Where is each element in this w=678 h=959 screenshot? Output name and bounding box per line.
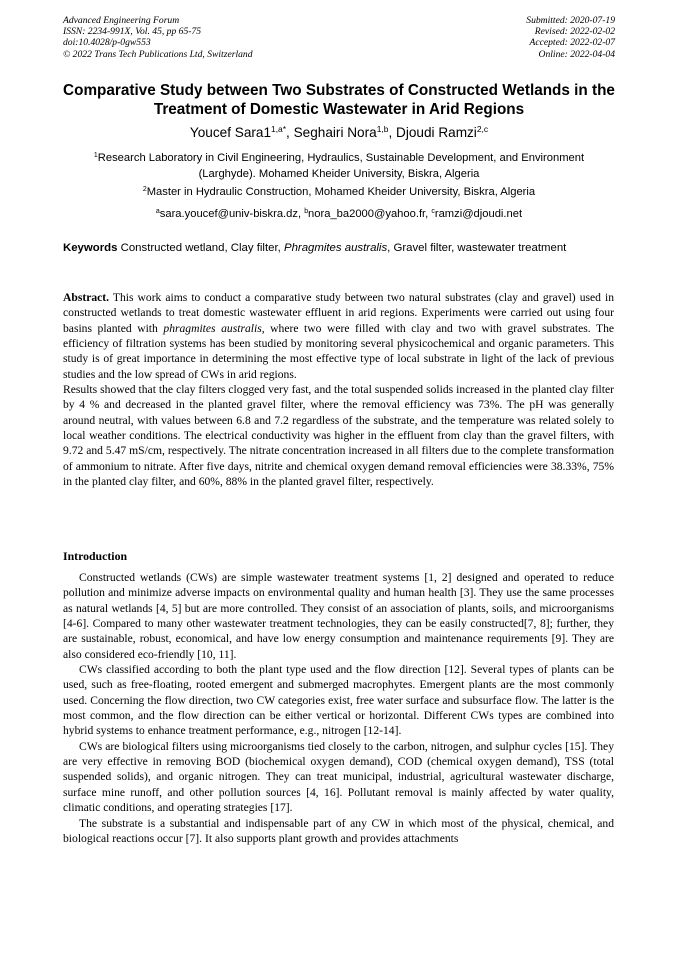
email-mark: a: [155, 208, 160, 216]
accepted-date: Accepted: 2022-02-07: [529, 37, 615, 49]
online-date: Online: 2022-04-04: [538, 48, 615, 60]
section-heading: Introduction: [63, 549, 128, 563]
email-link[interactable]: nora_ba2000@yahoo.fr,: [308, 208, 432, 220]
affiliation-number: 1: [93, 152, 98, 160]
body-paragraph: CWs are biological filters using microorganisms tied closely to the carbon, nitrogen, and sulphur cycles [15]. They are very effective in removing BOD (biochemical oxygen demand), COD (chemical oxygen demand), TSS (total suspended solids), and organic nitrogen. They can treat municipal, industrial, agricultural wastewater discharge, surface mine runoff, and other pollution sources [4, 16]. Pollutant removal is mainly affected by water quality, climatic conditions, and operating strategies [17].: [63, 739, 614, 815]
body-paragraph: Constructed wetlands (CWs) are simple wastewater treatment systems [1, 2] designed and operated to reduce pollution and minimize adverse impacts on environmental quality and human health [3]. They use the same processes as natural wetlands [4, 5] but are more controlled. They consist of an association of plants, soils, and microorganisms [4-6]. Compared to many other wastewater treatment technologies, they can be easily constructed[7, 8]; further, they are sustainable, robust, economical, and have low energy consumption and maintenance requirements [9]. They are also considered eco-friendly [10, 11].: [63, 571, 614, 661]
submitted-date: Submitted: 2020-07-19: [526, 15, 615, 26]
author-separator: ,: [286, 125, 294, 140]
abstract: [63, 290, 614, 489]
affiliation-number: 2: [142, 186, 147, 194]
copyright: © 2022 Trans Tech Publications Ltd, Switzerland: [63, 48, 253, 60]
author-name: Youcef Sara1: [189, 125, 272, 140]
author-list: [52, 124, 626, 143]
journal-name: Advanced Engineering Forum: [63, 15, 180, 26]
author-separator: ,: [388, 125, 396, 140]
keywords: [63, 241, 614, 256]
abstract-text: , where two were filled with clay and two with gravel substrates. The efficiency of filtration systems has been studied by monitoring several physicochemical and organic parameters. This study is of great importance in determining the most effective type of local substrate in light of the lack of previous studies and the low spread of CWs in arid regions.: [63, 321, 615, 381]
email-mark: c: [431, 208, 435, 216]
author-name: Seghairi Nora: [293, 125, 377, 140]
abstract-italic: phragmites australis: [163, 321, 262, 335]
author-emails: [80, 207, 598, 223]
affiliation-text: Research Laboratory in Civil Engineering, Hydraulics, Sustainable Development, and Environment (Larghyde). Mohamed Kheider University, Biskra, Algeria: [97, 152, 585, 180]
abstract-paragraph: Results showed that the clay filters clogged very fast, and the total suspended solids increased in the planted clay filter by 4 % and decreased in the planted gravel filter, where the removal efficiency was 73%. The pH was generally around neutral, with values between 6.8 and 7.2 regardless of the substrate, and the temperature was related solely to local weather conditions. The electrical conductivity was higher in the effluent from clay than the gravel filters, with 9.72 and 5.47 mS/cm, respectively. The nitrate concentration increased in all filters due to the complete transformation of ammonium to nitrate. After five days, nitrite and chemical oxygen demand removal efficiencies were 38.33%, 75% in the planted clay filter, and 60%, 88% in the planted gravel filter, respectively.: [63, 383, 614, 489]
author-affiliation-mark: 2,c: [476, 124, 489, 135]
body-paragraph: CWs classified according to both the plant type used and the flow direction [12]. Several types of plants can be used, such as free-floating, rooted emergent and submerged macrophytes. Emergent plants are the most commonly used. Concerning the flow direction, two CW categories exist, free water surface and subsurface flow. The latter is the most common, and the flow direction can be either vertical or horizontal. Different CWs types are combined into hybrid systems to enhance treatment performance, e.g., nitrogen [12-14].: [63, 663, 614, 738]
keywords-text: Constructed wetland, Clay filter,: [117, 242, 284, 254]
author-affiliation-mark: 1,a*: [271, 124, 287, 135]
issn-volume: ISSN: 2234-991X, Vol. 45, pp 65-75: [63, 26, 202, 38]
email-link[interactable]: ramzi@djoudi.net: [434, 208, 523, 220]
publication-dates: [526, 15, 615, 60]
doi: doi:10.4028/p-0gw553: [63, 37, 151, 49]
affiliation-1: [80, 151, 598, 181]
keywords-text: , Gravel filter, wastewater treatment: [387, 242, 567, 254]
author-name: Djoudi Ramzi: [396, 125, 477, 140]
affiliation-2: [80, 185, 598, 201]
journal-info: [63, 15, 253, 60]
body-paragraph: The substrate is a substantial and indispensable part of any CW in which most of the physical, chemical, and biological reactions occur [7]. It also supports plant growth and provides attachments: [63, 816, 614, 845]
email-mark: b: [304, 208, 309, 216]
abstract-paragraph: [63, 290, 614, 382]
affiliation-text: Master in Hydraulic Construction, Mohamed Kheider University, Biskra, Algeria: [146, 186, 536, 198]
paper-title: Comparative Study between Two Substrates of Constructed Wetlands in the Treatment of Domestic Wastewater in Arid Regions: [63, 82, 615, 118]
revised-date: Revised: 2022-02-02: [534, 26, 615, 38]
keywords-label: Keywords: [63, 242, 118, 254]
introduction-body: [63, 570, 614, 846]
email-link[interactable]: sara.youcef@univ-biskra.dz,: [159, 208, 305, 220]
abstract-label: Abstract.: [63, 291, 110, 304]
keywords-italic: Phragmites australis: [283, 242, 388, 254]
author-affiliation-mark: 1,b: [376, 124, 389, 135]
abstract-text: This work aims to conduct a comparative study between two natural substrates (clay and gravel) used in constructed wetlands to treat domestic wastewater effluent in arid regions. Experiments were carried out using four basins planted with: [63, 291, 614, 335]
